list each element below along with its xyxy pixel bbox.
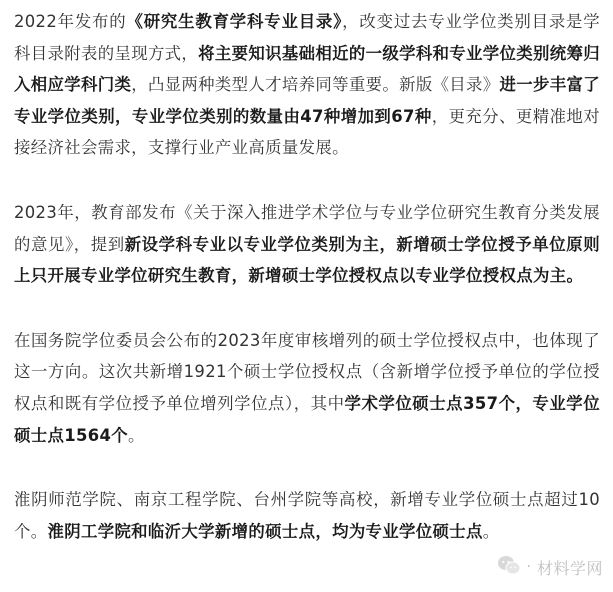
bold-segment: 进一步丰富了专业学位类别，专业学位类别的数量由47种增加到67种 [14, 75, 600, 126]
watermark-separator: · [526, 559, 531, 575]
bold-segment: 将主要知识基础相近的一级学科和专业学位类别统筹归入相应学科门类 [14, 43, 600, 95]
text-segment: ，更充分、更精准地对接经济社会需求，支撑行业产业高质量发展。 [14, 106, 601, 158]
bold-segment: 淮阴工学院和临沂大学新增的硕士点，均为专业学位硕士点 [47, 521, 483, 541]
bold-segment: 学术学位硕士点357个，专业学位硕士点1564个 [14, 393, 600, 445]
text-segment: 2023年，教育部发布《关于深入推进学术学位与专业学位研究生教育分类发展的意见》，提到 [14, 202, 600, 254]
paragraph-1 [14, 6, 600, 164]
bold-segment: 新设学科专业以专业学位类别为主，新增硕士学位授予单位原则上只开展专业学位研究生教育，新增硕士学位授权点以专业学位授权点为主。 [14, 234, 600, 286]
text-segment: 。 [482, 521, 500, 541]
text-segment: 在国务院学位委员会公布的2023年度审核增列的硕士学位授权点中，也体现了这一方向。这次共新增1921个硕士学位授权点（含新增学位授予单位的学位授权点和既有学位授予单位增列学位点），其中 [14, 330, 600, 413]
text-segment: 。 [127, 425, 145, 445]
paragraph-3 [14, 325, 600, 451]
paragraph-4 [14, 484, 600, 547]
article-body [14, 0, 600, 547]
watermark [497, 554, 603, 580]
text-segment: ，凸显两种类型人才培养同等重要。新版《目录》 [131, 75, 500, 95]
text-segment: 2022年发布的 [14, 12, 127, 31]
watermark-text: 材料学网 [536, 558, 603, 578]
wechat-official-account-icon [497, 554, 521, 580]
bold-segment-catalog-title: 《研究生教育学科专业目录》 [126, 12, 343, 31]
paragraph-2 [14, 197, 600, 292]
text-segment: 淮阴师范学院、南京工程学院、台州学院等高校，新增专业学位硕士点超过10个。 [14, 490, 600, 541]
text-segment: ，改变过去专业学位类别目录是学科目录附表的呈现方式， [14, 12, 601, 63]
